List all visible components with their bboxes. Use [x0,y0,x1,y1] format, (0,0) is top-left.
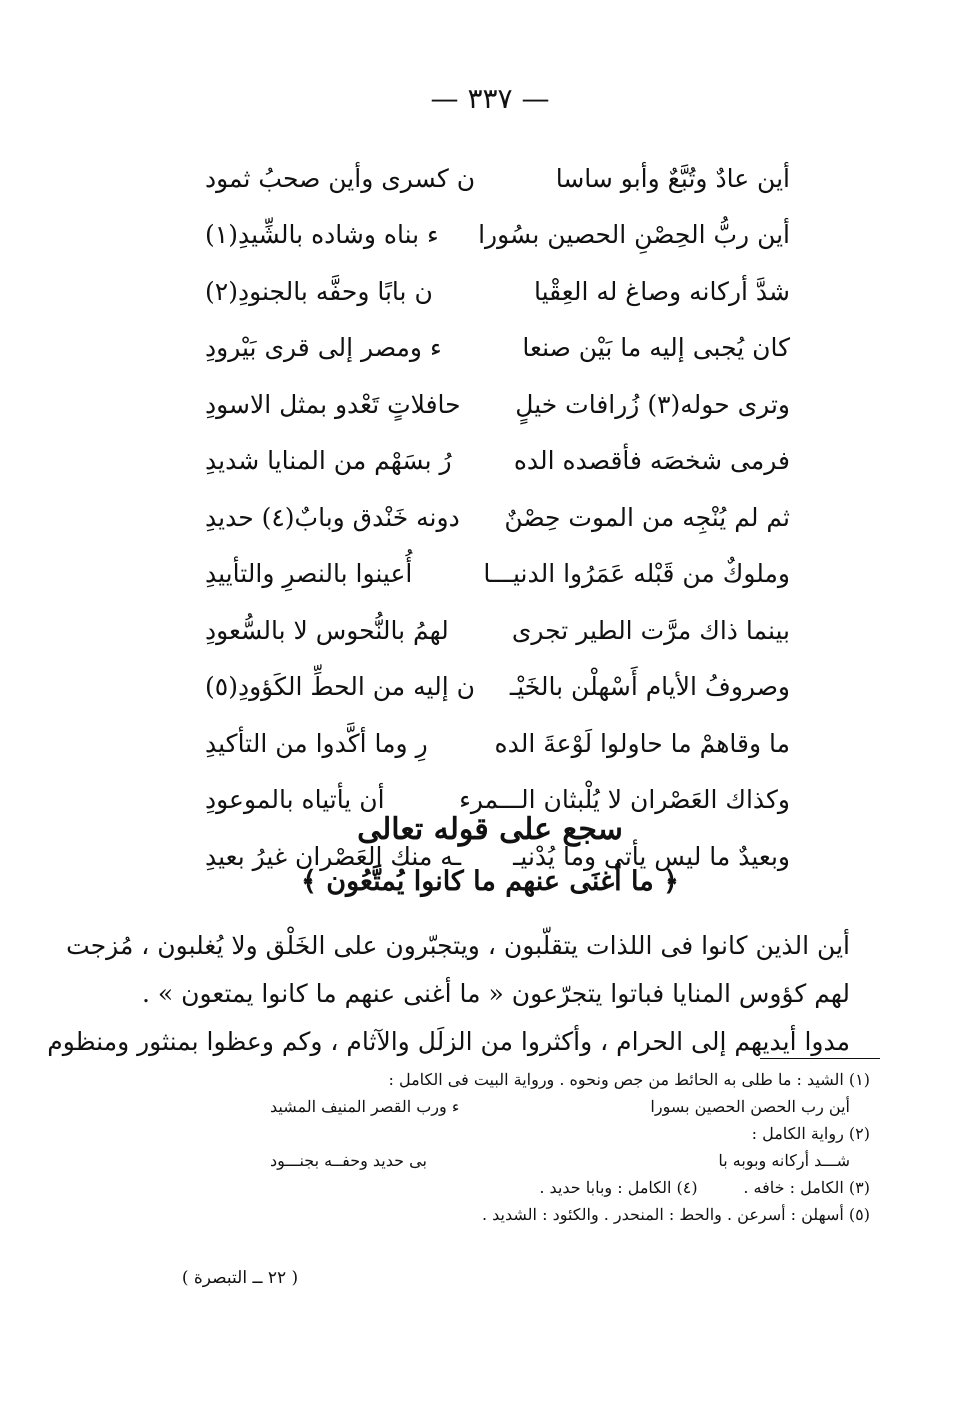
verse-second-hemistich: رُ بسَهْم من المنايا شديدِ [205,446,452,476]
verse-second-hemistich: ن بابًا وحفَّه بالجنودِ(٢) [205,276,433,306]
footnote-1: (١) الشيد : ما طلى به الحائط من جص ونحوه . ورواية البيت فى الكامل : [388,1070,870,1089]
section-title: سجع على قوله تعالى [357,812,623,847]
footnote-verse-second: بى حديد وحفــه بجنـــود [270,1151,427,1170]
verse-second-hemistich: لهمُ بالنُّحوس لا بالسُّعودِ [205,615,449,645]
verse-second-hemistich: أن يأتياه بالموعودِ [205,785,385,815]
verse-second-hemistich: ء بناه وشاده بالشِّيدِ(١) [205,220,439,250]
verse-first-hemistich: وملوكٌ من قَبْله عَمَرُوا الدنيـــا [483,559,790,589]
prose-paragraph [47,922,850,1066]
verse-first-hemistich: ما وقاهمْ ما حاولوا لَوْعةَ الده [494,728,790,758]
quranic-quote: ﴿ ما أغنَى عنهم ما كانوا يُمتَّعُون ﴾ [301,866,679,897]
footnote-verse-first: شـــد أركانه وبوبه با [718,1151,850,1170]
verse-second-hemistich: ن إليه من الحطِّ الكَؤودِ(٥) [205,672,475,702]
poem [205,150,790,885]
verse-second-hemistich: حافلاتٍ تَعْدو بمثل الاسودِ [205,389,461,419]
prose-line: لهم كؤوس المنايا فباتوا يتجرّعون « ما أغنى عنهم ما كانوا يمتعون » . [141,979,850,1008]
verse-second-hemistich: دونه خَنْدق وبابٌ(٤) حديدِ [205,502,460,532]
verse-first-hemistich: أين عادٌ وتُبَّعٌ وأبو ساسا [555,163,790,193]
verse-second-hemistich: رِ وما أكَّدوا من التأكيدِ [205,728,428,758]
footnote-3-4: (٣) الكامل : خافه . (٤) الكامل : وبابا حديد . [539,1178,870,1197]
verse-first-hemistich: فرمى شخصَه فأقصده الده [513,446,790,476]
verse-second-hemistich: ء ومصر إلى قرى بَيْرودِ [205,333,442,363]
footnote-1-verse [270,1093,870,1120]
page-number: — ٣٣٧ — [430,82,550,115]
poem-verse [205,150,790,207]
footnote-5: (٥) أسهلن : أسرعن . والحط : المنحدر . والكئود : الشديد . [481,1205,870,1224]
poem-verse [205,489,790,546]
verse-first-hemistich: وبعيدٌ ما ليس يأتى وما يُدْنيـ [513,841,790,871]
verse-first-hemistich: وصروفُ الأيام أَسْهلْن بالخَيْـ [509,672,790,702]
footnote-divider [760,1058,880,1059]
prose-line: أين الذين كانوا فى اللذات يتقلّبون ، ويتجبّرون على الخَلْق ولا يُغلبون ، مُزجت [66,931,850,960]
verse-first-hemistich: وترى حوله(٣) زُرافات خيلٍ [515,389,790,419]
footnotes [270,1066,870,1228]
verse-second-hemistich: ـه منك العَصْران غيرُ بعيدِ [205,841,462,871]
verse-second-hemistich: ن كسرى وأين صحبُ ثمود [205,163,476,193]
verse-second-hemistich: أُعينوا بالنصرِ والتأييدِ [205,559,413,589]
footnote-2: (٢) رواية الكامل : [751,1124,870,1143]
verse-first-hemistich: ثم لم يُنْجِه من الموت حِصْنٌ [504,502,790,532]
footnote-verse-second: ء ورب القصر المنيف المشيد [270,1097,460,1116]
poem-verse [205,602,790,659]
verse-first-hemistich: كان يُجبى إليه ما بَيْن صنعا [522,333,790,363]
poem-verse [205,433,790,490]
signature-mark: ( ٢٢ ــ التبصرة ) [181,1268,299,1288]
prose-line: مدوا أيديهم إلى الحرام ، وأكثروا من الزلَل والآثام ، وكم وعظوا بمنثور ومنظوم [47,1027,850,1056]
verse-first-hemistich: شدَّ أركانه وصاغ له العِقْيا [533,276,790,306]
footnote-2-verse [270,1147,870,1174]
poem-verse [205,320,790,377]
poem-verse [205,659,790,716]
poem-verse [205,376,790,433]
poem-verse [205,207,790,264]
poem-verse [205,263,790,320]
poem-verse [205,715,790,772]
verse-first-hemistich: أين ربُّ الحِصْنِ الحصين بسُورا [478,220,790,250]
verse-first-hemistich: وكذاك العَصْران لا يُلْبثان الـــمرء [459,785,790,815]
footnote-verse-first: أين رب الحصن الحصين بسورا [650,1097,850,1116]
verse-first-hemistich: بينما ذاك مرَّت الطير تجرى [511,615,790,645]
poem-verse [205,546,790,603]
